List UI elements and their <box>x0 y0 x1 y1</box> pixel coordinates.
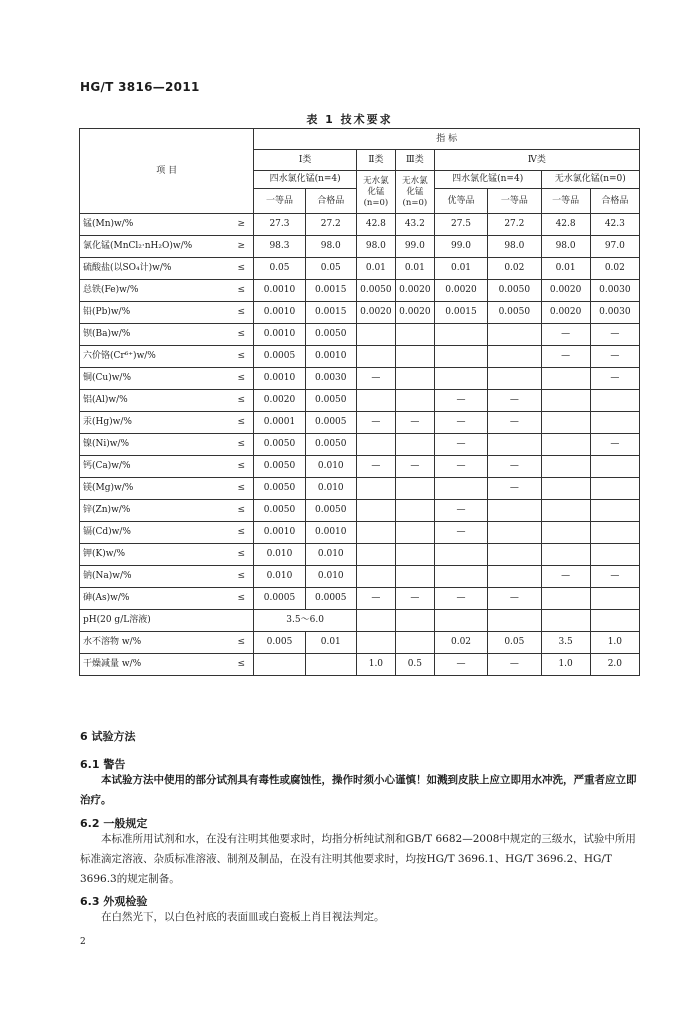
row-value: — <box>356 588 395 610</box>
row-operator <box>229 610 254 632</box>
row-value: 0.010 <box>305 544 356 566</box>
row-value: — <box>590 324 639 346</box>
row-value <box>356 632 395 654</box>
row-item-label: 干燥减量 w/% <box>80 654 230 676</box>
row-value <box>488 368 541 390</box>
row-value: — <box>590 434 639 456</box>
row-value <box>434 324 487 346</box>
subgroup-5: 无水氯化锰(n=0) <box>541 171 640 189</box>
row-value: 98.0 <box>488 236 541 258</box>
row-value: — <box>356 368 395 390</box>
standard-code: HG/T 3816—2011 <box>80 80 200 94</box>
row-value <box>434 346 487 368</box>
row-value: 0.0010 <box>305 346 356 368</box>
table-row <box>80 280 640 302</box>
table-row <box>80 500 640 522</box>
table-row <box>80 610 640 632</box>
row-value: 0.01 <box>434 258 487 280</box>
row-value: 0.01 <box>305 632 356 654</box>
row-value: 43.2 <box>395 214 434 236</box>
row-value: 0.0005 <box>254 346 305 368</box>
table-row <box>80 236 640 258</box>
subgroup-2: 无水氯化锰(n=0) <box>356 171 395 214</box>
row-value: 0.05 <box>305 258 356 280</box>
row-operator: ≤ <box>229 346 254 368</box>
row-value: — <box>541 324 590 346</box>
row-item-label: 钡(Ba)w/% <box>80 324 230 346</box>
row-operator: ≤ <box>229 478 254 500</box>
row-operator: ≤ <box>229 368 254 390</box>
row-value <box>434 478 487 500</box>
table-row <box>80 302 640 324</box>
row-value: — <box>434 654 487 676</box>
row-value: 0.010 <box>305 566 356 588</box>
row-value: 98.0 <box>305 236 356 258</box>
row-value <box>488 346 541 368</box>
row-value: 98.0 <box>541 236 590 258</box>
row-value: 98.0 <box>356 236 395 258</box>
grade-label: 一等品 <box>254 189 305 214</box>
table-row <box>80 456 640 478</box>
row-value: 0.010 <box>254 544 305 566</box>
row-value: — <box>590 566 639 588</box>
row-value <box>356 434 395 456</box>
row-value: — <box>434 412 487 434</box>
row-item-label: 锌(Zn)w/% <box>80 500 230 522</box>
row-item-label: 氯化锰(MnCl₂·nH₂O)w/% <box>80 236 230 258</box>
row-operator: ≤ <box>229 500 254 522</box>
row-value: 0.0015 <box>305 302 356 324</box>
row-value <box>541 478 590 500</box>
row-value: 0.01 <box>541 258 590 280</box>
section-6-3-heading: 6.3 外观检验 <box>80 895 148 908</box>
row-value: — <box>356 456 395 478</box>
row-value: 3.5～6.0 <box>254 610 357 632</box>
table-row <box>80 390 640 412</box>
row-value <box>395 434 434 456</box>
row-value: 0.0050 <box>305 500 356 522</box>
row-value: 0.0010 <box>254 302 305 324</box>
row-value <box>541 368 590 390</box>
row-value: 0.0015 <box>305 280 356 302</box>
group-2: Ⅱ类 <box>356 150 395 171</box>
row-item-label: 铝(Al)w/% <box>80 390 230 412</box>
row-value <box>395 324 434 346</box>
row-value <box>590 610 639 632</box>
row-value: 0.005 <box>254 632 305 654</box>
row-value <box>395 390 434 412</box>
row-value <box>395 632 434 654</box>
row-operator: ≤ <box>229 302 254 324</box>
row-value: 27.2 <box>305 214 356 236</box>
grade-label: 合格品 <box>590 189 639 214</box>
row-item-label: 六价铬(Cr⁶⁺)w/% <box>80 346 230 368</box>
row-value <box>395 346 434 368</box>
row-value <box>395 368 434 390</box>
row-value: — <box>356 412 395 434</box>
row-item-label: pH(20 g/L溶液) <box>80 610 230 632</box>
row-value: 0.0020 <box>254 390 305 412</box>
row-value <box>356 346 395 368</box>
row-value: — <box>590 346 639 368</box>
row-value: 0.0050 <box>305 324 356 346</box>
table-row <box>80 654 640 676</box>
row-value <box>590 588 639 610</box>
row-value: 0.0050 <box>254 500 305 522</box>
row-operator: ≤ <box>229 544 254 566</box>
subgroup-1: 四水氯化锰(n=4) <box>254 171 357 189</box>
row-item-label: 镁(Mg)w/% <box>80 478 230 500</box>
row-item-label: 水不溶物 w/% <box>80 632 230 654</box>
row-value: 99.0 <box>434 236 487 258</box>
row-item-label: 锰(Mn)w/% <box>80 214 230 236</box>
row-value: 0.0050 <box>305 434 356 456</box>
row-value: — <box>434 588 487 610</box>
row-item-label: 砷(As)w/% <box>80 588 230 610</box>
row-operator: ≤ <box>229 632 254 654</box>
table-row <box>80 214 640 236</box>
row-value <box>541 412 590 434</box>
grade-label: 合格品 <box>305 189 356 214</box>
section-6-2-heading: 6.2 一般规定 <box>80 817 148 830</box>
row-value: 0.0020 <box>434 280 487 302</box>
row-value <box>434 368 487 390</box>
row-operator: ≤ <box>229 412 254 434</box>
row-value: 0.0010 <box>254 280 305 302</box>
row-value: — <box>434 522 487 544</box>
row-value <box>488 522 541 544</box>
row-value: — <box>434 500 487 522</box>
row-value <box>395 500 434 522</box>
row-value: — <box>541 346 590 368</box>
row-value: — <box>434 456 487 478</box>
row-value <box>541 588 590 610</box>
row-value: 0.0010 <box>254 324 305 346</box>
grade-label: 一等品 <box>488 189 541 214</box>
row-value: 1.0 <box>541 654 590 676</box>
grade-label: 一等品 <box>541 189 590 214</box>
row-value: — <box>395 588 434 610</box>
row-value: 0.0015 <box>434 302 487 324</box>
row-value: 0.0020 <box>395 280 434 302</box>
row-value <box>356 390 395 412</box>
row-value: 0.05 <box>254 258 305 280</box>
group-4: Ⅳ类 <box>434 150 639 171</box>
row-value: 0.0030 <box>590 280 639 302</box>
section-6-2-text: 本标准所用试剂和水，在没有注明其他要求时，均指分析纯试剂和GB/T 6682—2008中规定的三级水，试验中所用标准滴定溶液、杂质标准溶液、制剂及制品，在没有注明其他要求时，均按HG/T 3696.1、HG/T 3696.2、HG/T 3696.3的规定制备。 <box>80 833 636 885</box>
row-item-label: 铅(Pb)w/% <box>80 302 230 324</box>
row-value: 97.0 <box>590 236 639 258</box>
table-title: 表 1 技术要求 <box>306 113 393 126</box>
row-value <box>590 412 639 434</box>
row-value: — <box>488 588 541 610</box>
row-value <box>488 610 541 632</box>
row-value <box>541 500 590 522</box>
row-value: 0.0050 <box>254 434 305 456</box>
row-item-label: 汞(Hg)w/% <box>80 412 230 434</box>
row-value: — <box>488 478 541 500</box>
table-row <box>80 346 640 368</box>
row-operator: ≤ <box>229 654 254 676</box>
group-3: Ⅲ类 <box>395 150 434 171</box>
row-item-label: 铜(Cu)w/% <box>80 368 230 390</box>
row-value: — <box>590 368 639 390</box>
row-value <box>356 500 395 522</box>
row-value: 0.02 <box>488 258 541 280</box>
row-value: 0.0020 <box>395 302 434 324</box>
row-value: 27.5 <box>434 214 487 236</box>
row-value: 0.0050 <box>305 390 356 412</box>
row-value: — <box>488 412 541 434</box>
row-value <box>488 566 541 588</box>
row-value: 0.0050 <box>488 302 541 324</box>
row-value: 42.8 <box>541 214 590 236</box>
row-value: 0.0010 <box>254 522 305 544</box>
row-value: 0.0005 <box>254 588 305 610</box>
row-value <box>356 522 395 544</box>
row-value: — <box>541 566 590 588</box>
row-value: 3.5 <box>541 632 590 654</box>
row-value: 0.0050 <box>488 280 541 302</box>
table-row <box>80 478 640 500</box>
row-item-label: 钾(K)w/% <box>80 544 230 566</box>
row-value: 0.02 <box>590 258 639 280</box>
row-value: — <box>488 654 541 676</box>
row-value <box>590 390 639 412</box>
row-value: 0.0020 <box>541 280 590 302</box>
row-value <box>395 522 434 544</box>
group-1: Ⅰ类 <box>254 150 357 171</box>
row-item-label: 镍(Ni)w/% <box>80 434 230 456</box>
row-value: 0.0050 <box>254 478 305 500</box>
row-value <box>488 434 541 456</box>
row-operator: ≤ <box>229 324 254 346</box>
row-value <box>590 456 639 478</box>
row-value: 0.010 <box>305 478 356 500</box>
subgroup-4: 四水氯化锰(n=4) <box>434 171 541 189</box>
row-value <box>541 390 590 412</box>
grade-label: 优等品 <box>434 189 487 214</box>
row-value: 0.0005 <box>305 588 356 610</box>
row-item-label: 镉(Cd)w/% <box>80 522 230 544</box>
row-value: 1.0 <box>590 632 639 654</box>
technical-requirements-table <box>79 128 640 676</box>
table-row <box>80 324 640 346</box>
row-operator: ≤ <box>229 280 254 302</box>
row-value: 42.8 <box>356 214 395 236</box>
row-value <box>541 544 590 566</box>
row-operator: ≤ <box>229 258 254 280</box>
row-value: 27.3 <box>254 214 305 236</box>
row-operator: ≤ <box>229 456 254 478</box>
row-item-label: 钠(Na)w/% <box>80 566 230 588</box>
row-operator: ≤ <box>229 390 254 412</box>
section-6-1-heading: 6.1 警告 <box>80 758 126 771</box>
row-value <box>356 610 395 632</box>
subgroup-3: 无水氯化锰(n=0) <box>395 171 434 214</box>
table-row <box>80 544 640 566</box>
row-value <box>590 500 639 522</box>
row-value <box>395 478 434 500</box>
row-value <box>254 654 305 676</box>
row-value: 0.0010 <box>254 368 305 390</box>
row-value <box>590 522 639 544</box>
row-value <box>541 610 590 632</box>
row-value <box>434 566 487 588</box>
row-operator: ≤ <box>229 588 254 610</box>
row-value <box>541 434 590 456</box>
row-value <box>356 544 395 566</box>
row-value <box>590 478 639 500</box>
table-row <box>80 368 640 390</box>
row-value: 0.5 <box>395 654 434 676</box>
table-row <box>80 258 640 280</box>
row-value: 0.0001 <box>254 412 305 434</box>
row-value <box>488 324 541 346</box>
table-row <box>80 632 640 654</box>
row-value <box>488 500 541 522</box>
row-value: — <box>434 390 487 412</box>
row-value: — <box>395 456 434 478</box>
row-value: 0.0005 <box>305 412 356 434</box>
row-value <box>488 544 541 566</box>
row-value: 99.0 <box>395 236 434 258</box>
row-operator: ≥ <box>229 236 254 258</box>
table-row <box>80 522 640 544</box>
table-row <box>80 566 640 588</box>
row-value: 0.01 <box>395 258 434 280</box>
row-value <box>305 654 356 676</box>
row-value: 42.3 <box>590 214 639 236</box>
row-value <box>395 544 434 566</box>
row-operator: ≥ <box>229 214 254 236</box>
table-row <box>80 412 640 434</box>
section-6-1-text: 本试验方法中使用的部分试剂具有毒性或腐蚀性，操作时须小心谨慎！如溅到皮肤上应立即用水冲洗，严重者应立即治疗。 <box>80 774 637 806</box>
row-value <box>356 324 395 346</box>
row-value: — <box>395 412 434 434</box>
row-operator: ≤ <box>229 566 254 588</box>
row-value: 98.3 <box>254 236 305 258</box>
row-value <box>590 544 639 566</box>
row-value: — <box>488 456 541 478</box>
row-value: 0.0050 <box>254 456 305 478</box>
section-6-heading: 6 试验方法 <box>80 730 136 743</box>
indicator-header: 指 标 <box>254 129 640 150</box>
row-value: 0.0050 <box>356 280 395 302</box>
row-item-label: 硫酸盐(以SO₄计)w/% <box>80 258 230 280</box>
row-value <box>395 566 434 588</box>
row-value: 1.0 <box>356 654 395 676</box>
page-number: 2 <box>80 937 86 947</box>
section-6-3-text: 在白然光下，以白色衬底的表面皿或白瓷板上肖目视法判定。 <box>101 911 385 923</box>
table-row <box>80 434 640 456</box>
table-row <box>80 588 640 610</box>
row-item-label: 总铁(Fe)w/% <box>80 280 230 302</box>
row-value: 0.0030 <box>590 302 639 324</box>
row-value: 0.05 <box>488 632 541 654</box>
row-value <box>541 522 590 544</box>
row-value <box>356 478 395 500</box>
row-value: 2.0 <box>590 654 639 676</box>
row-value <box>434 544 487 566</box>
item-header: 项 目 <box>80 129 254 214</box>
row-operator: ≤ <box>229 434 254 456</box>
row-value <box>395 610 434 632</box>
row-value: 27.2 <box>488 214 541 236</box>
row-value: 0.01 <box>356 258 395 280</box>
row-value: 0.0030 <box>305 368 356 390</box>
row-operator: ≤ <box>229 522 254 544</box>
row-value: 0.0020 <box>541 302 590 324</box>
row-value <box>541 456 590 478</box>
row-value: 0.010 <box>254 566 305 588</box>
row-value: 0.0020 <box>356 302 395 324</box>
row-item-label: 钙(Ca)w/% <box>80 456 230 478</box>
row-value: — <box>434 434 487 456</box>
row-value <box>356 566 395 588</box>
row-value: 0.010 <box>305 456 356 478</box>
row-value: 0.02 <box>434 632 487 654</box>
row-value: — <box>488 390 541 412</box>
row-value <box>434 610 487 632</box>
row-value: 0.0010 <box>305 522 356 544</box>
